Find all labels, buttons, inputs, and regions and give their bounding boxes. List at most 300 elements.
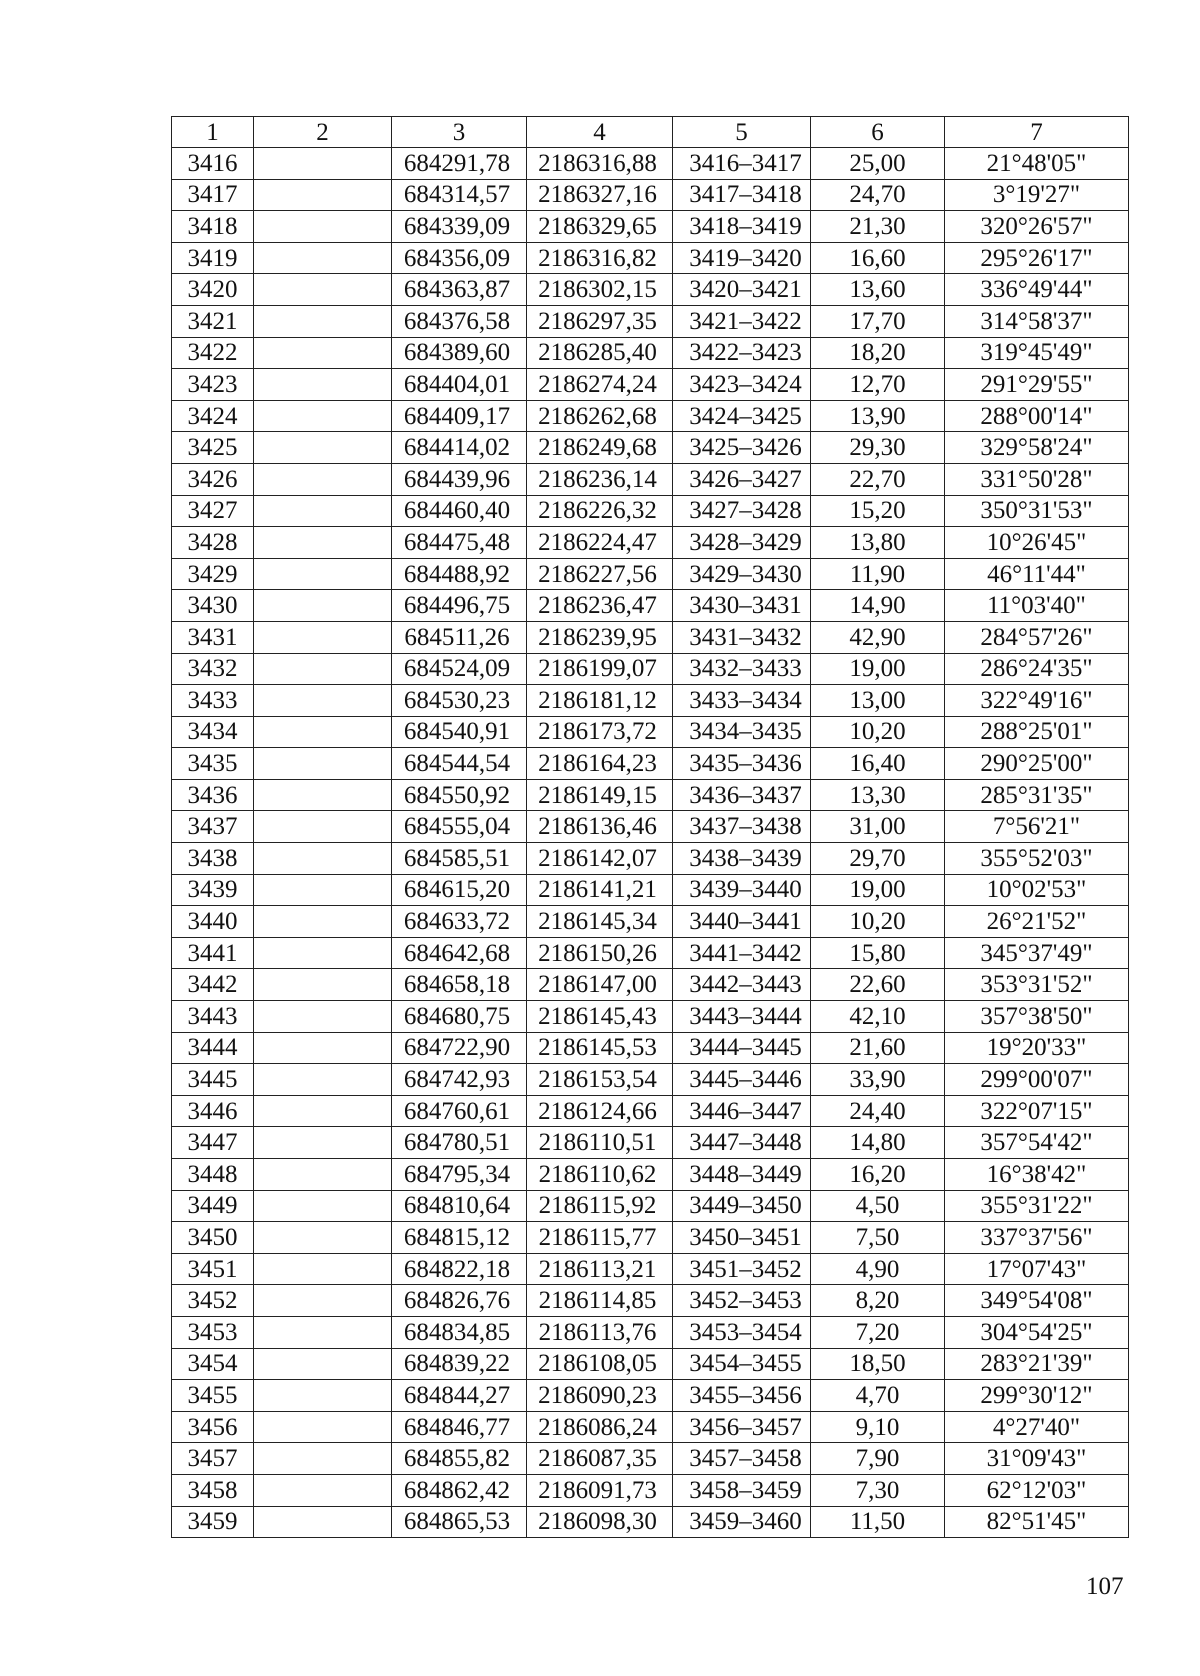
point-number-cell: 3458 — [172, 1474, 254, 1506]
x-coordinate-cell: 684585,51 — [392, 843, 527, 875]
point-number-cell: 3432 — [172, 653, 254, 685]
empty-cell — [254, 274, 392, 306]
x-coordinate-cell: 684795,34 — [392, 1159, 527, 1191]
segment-cell: 3425–3426 — [673, 432, 811, 464]
table-row — [172, 400, 1129, 432]
table-row — [172, 527, 1129, 559]
empty-cell — [254, 400, 392, 432]
bearing-cell: 291°29'55" — [945, 369, 1129, 401]
empty-cell — [254, 1064, 392, 1096]
x-coordinate-cell: 684496,75 — [392, 590, 527, 622]
segment-cell: 3420–3421 — [673, 274, 811, 306]
bearing-cell: 26°21'52" — [945, 906, 1129, 938]
bearing-cell: 283°21'39" — [945, 1348, 1129, 1380]
y-coordinate-cell: 2186108,05 — [527, 1348, 673, 1380]
length-cell: 7,30 — [811, 1474, 945, 1506]
segment-cell: 3441–3442 — [673, 937, 811, 969]
table-row — [172, 1222, 1129, 1254]
segment-cell: 3458–3459 — [673, 1474, 811, 1506]
empty-cell — [254, 1285, 392, 1317]
segment-cell: 3459–3460 — [673, 1506, 811, 1538]
table-row — [172, 779, 1129, 811]
x-coordinate-cell: 684540,91 — [392, 716, 527, 748]
segment-cell: 3453–3454 — [673, 1316, 811, 1348]
point-number-cell: 3427 — [172, 495, 254, 527]
length-cell: 7,50 — [811, 1222, 945, 1254]
length-cell: 25,00 — [811, 148, 945, 180]
segment-cell: 3421–3422 — [673, 305, 811, 337]
point-number-cell: 3451 — [172, 1253, 254, 1285]
segment-cell: 3437–3438 — [673, 811, 811, 843]
bearing-cell: 357°54'42" — [945, 1127, 1129, 1159]
bearing-cell: 284°57'26" — [945, 621, 1129, 653]
length-cell: 33,90 — [811, 1064, 945, 1096]
coordinates-table — [171, 116, 1129, 1538]
length-cell: 14,90 — [811, 590, 945, 622]
column-header: 2 — [254, 117, 392, 148]
y-coordinate-cell: 2186199,07 — [527, 653, 673, 685]
y-coordinate-cell: 2186145,43 — [527, 1001, 673, 1033]
empty-cell — [254, 369, 392, 401]
point-number-cell: 3437 — [172, 811, 254, 843]
segment-cell: 3431–3432 — [673, 621, 811, 653]
point-number-cell: 3459 — [172, 1506, 254, 1538]
length-cell: 9,10 — [811, 1411, 945, 1443]
y-coordinate-cell: 2186113,76 — [527, 1316, 673, 1348]
x-coordinate-cell: 684615,20 — [392, 874, 527, 906]
length-cell: 13,60 — [811, 274, 945, 306]
table-row — [172, 463, 1129, 495]
table-row — [172, 495, 1129, 527]
y-coordinate-cell: 2186164,23 — [527, 748, 673, 780]
column-header: 1 — [172, 117, 254, 148]
bearing-cell: 11°03'40" — [945, 590, 1129, 622]
empty-cell — [254, 1159, 392, 1191]
x-coordinate-cell: 684855,82 — [392, 1443, 527, 1475]
y-coordinate-cell: 2186086,24 — [527, 1411, 673, 1443]
segment-cell: 3436–3437 — [673, 779, 811, 811]
segment-cell: 3445–3446 — [673, 1064, 811, 1096]
bearing-cell: 331°50'28" — [945, 463, 1129, 495]
empty-cell — [254, 1474, 392, 1506]
table-row — [172, 937, 1129, 969]
x-coordinate-cell: 684658,18 — [392, 969, 527, 1001]
length-cell: 42,90 — [811, 621, 945, 653]
x-coordinate-cell: 684339,09 — [392, 211, 527, 243]
header-row — [172, 117, 1129, 148]
table-row — [172, 369, 1129, 401]
table-row — [172, 1001, 1129, 1033]
x-coordinate-cell: 684314,57 — [392, 179, 527, 211]
segment-cell: 3444–3445 — [673, 1032, 811, 1064]
empty-cell — [254, 1443, 392, 1475]
point-number-cell: 3443 — [172, 1001, 254, 1033]
segment-cell: 3454–3455 — [673, 1348, 811, 1380]
y-coordinate-cell: 2186316,88 — [527, 148, 673, 180]
x-coordinate-cell: 684544,54 — [392, 748, 527, 780]
x-coordinate-cell: 684844,27 — [392, 1380, 527, 1412]
length-cell: 10,20 — [811, 906, 945, 938]
bearing-cell: 3°19'27" — [945, 179, 1129, 211]
empty-cell — [254, 1127, 392, 1159]
bearing-cell: 322°07'15" — [945, 1095, 1129, 1127]
segment-cell: 3419–3420 — [673, 242, 811, 274]
y-coordinate-cell: 2186227,56 — [527, 558, 673, 590]
x-coordinate-cell: 684439,96 — [392, 463, 527, 495]
point-number-cell: 3418 — [172, 211, 254, 243]
empty-cell — [254, 1506, 392, 1538]
empty-cell — [254, 906, 392, 938]
column-header: 6 — [811, 117, 945, 148]
point-number-cell: 3421 — [172, 305, 254, 337]
x-coordinate-cell: 684356,09 — [392, 242, 527, 274]
point-number-cell: 3442 — [172, 969, 254, 1001]
bearing-cell: 314°58'37" — [945, 305, 1129, 337]
empty-cell — [254, 495, 392, 527]
point-number-cell: 3433 — [172, 685, 254, 717]
bearing-cell: 329°58'24" — [945, 432, 1129, 464]
column-header: 4 — [527, 117, 673, 148]
length-cell: 13,30 — [811, 779, 945, 811]
bearing-cell: 82°51'45" — [945, 1506, 1129, 1538]
bearing-cell: 322°49'16" — [945, 685, 1129, 717]
segment-cell: 3422–3423 — [673, 337, 811, 369]
segment-cell: 3423–3424 — [673, 369, 811, 401]
length-cell: 16,40 — [811, 748, 945, 780]
segment-cell: 3455–3456 — [673, 1380, 811, 1412]
point-number-cell: 3431 — [172, 621, 254, 653]
segment-cell: 3433–3434 — [673, 685, 811, 717]
empty-cell — [254, 1380, 392, 1412]
empty-cell — [254, 590, 392, 622]
table-row — [172, 558, 1129, 590]
table-row — [172, 1253, 1129, 1285]
segment-cell: 3449–3450 — [673, 1190, 811, 1222]
bearing-cell: 337°37'56" — [945, 1222, 1129, 1254]
bearing-cell: 16°38'42" — [945, 1159, 1129, 1191]
length-cell: 10,20 — [811, 716, 945, 748]
length-cell: 19,00 — [811, 874, 945, 906]
y-coordinate-cell: 2186285,40 — [527, 337, 673, 369]
point-number-cell: 3449 — [172, 1190, 254, 1222]
length-cell: 16,20 — [811, 1159, 945, 1191]
x-coordinate-cell: 684633,72 — [392, 906, 527, 938]
empty-cell — [254, 748, 392, 780]
segment-cell: 3456–3457 — [673, 1411, 811, 1443]
table-row — [172, 716, 1129, 748]
table-row — [172, 337, 1129, 369]
x-coordinate-cell: 684524,09 — [392, 653, 527, 685]
segment-cell: 3418–3419 — [673, 211, 811, 243]
x-coordinate-cell: 684555,04 — [392, 811, 527, 843]
bearing-cell: 7°56'21" — [945, 811, 1129, 843]
x-coordinate-cell: 684363,87 — [392, 274, 527, 306]
segment-cell: 3432–3433 — [673, 653, 811, 685]
y-coordinate-cell: 2186173,72 — [527, 716, 673, 748]
point-number-cell: 3417 — [172, 179, 254, 211]
bearing-cell: 62°12'03" — [945, 1474, 1129, 1506]
length-cell: 22,60 — [811, 969, 945, 1001]
bearing-cell: 345°37'49" — [945, 937, 1129, 969]
point-number-cell: 3425 — [172, 432, 254, 464]
x-coordinate-cell: 684488,92 — [392, 558, 527, 590]
y-coordinate-cell: 2186145,34 — [527, 906, 673, 938]
column-header: 7 — [945, 117, 1129, 148]
x-coordinate-cell: 684409,17 — [392, 400, 527, 432]
point-number-cell: 3439 — [172, 874, 254, 906]
x-coordinate-cell: 684839,22 — [392, 1348, 527, 1380]
length-cell: 31,00 — [811, 811, 945, 843]
point-number-cell: 3440 — [172, 906, 254, 938]
empty-cell — [254, 558, 392, 590]
point-number-cell: 3444 — [172, 1032, 254, 1064]
length-cell: 17,70 — [811, 305, 945, 337]
point-number-cell: 3428 — [172, 527, 254, 559]
point-number-cell: 3445 — [172, 1064, 254, 1096]
table-row — [172, 211, 1129, 243]
y-coordinate-cell: 2186181,12 — [527, 685, 673, 717]
y-coordinate-cell: 2186114,85 — [527, 1285, 673, 1317]
bearing-cell: 295°26'17" — [945, 242, 1129, 274]
table-row — [172, 1474, 1129, 1506]
empty-cell — [254, 653, 392, 685]
table-row — [172, 1506, 1129, 1538]
point-number-cell: 3447 — [172, 1127, 254, 1159]
length-cell: 19,00 — [811, 653, 945, 685]
length-cell: 21,30 — [811, 211, 945, 243]
empty-cell — [254, 527, 392, 559]
segment-cell: 3416–3417 — [673, 148, 811, 180]
x-coordinate-cell: 684826,76 — [392, 1285, 527, 1317]
bearing-cell: 19°20'33" — [945, 1032, 1129, 1064]
length-cell: 7,20 — [811, 1316, 945, 1348]
empty-cell — [254, 305, 392, 337]
table-row — [172, 1064, 1129, 1096]
x-coordinate-cell: 684760,61 — [392, 1095, 527, 1127]
bearing-cell: 319°45'49" — [945, 337, 1129, 369]
y-coordinate-cell: 2186239,95 — [527, 621, 673, 653]
table-row — [172, 843, 1129, 875]
bearing-cell: 336°49'44" — [945, 274, 1129, 306]
point-number-cell: 3457 — [172, 1443, 254, 1475]
x-coordinate-cell: 684389,60 — [392, 337, 527, 369]
bearing-cell: 320°26'57" — [945, 211, 1129, 243]
point-number-cell: 3448 — [172, 1159, 254, 1191]
table-row — [172, 179, 1129, 211]
empty-cell — [254, 1411, 392, 1443]
y-coordinate-cell: 2186110,62 — [527, 1159, 673, 1191]
y-coordinate-cell: 2186150,26 — [527, 937, 673, 969]
empty-cell — [254, 874, 392, 906]
table-row — [172, 148, 1129, 180]
point-number-cell: 3416 — [172, 148, 254, 180]
segment-cell: 3451–3452 — [673, 1253, 811, 1285]
table-row — [172, 590, 1129, 622]
bearing-cell: 10°02'53" — [945, 874, 1129, 906]
table-row — [172, 685, 1129, 717]
column-header: 5 — [673, 117, 811, 148]
length-cell: 24,40 — [811, 1095, 945, 1127]
segment-cell: 3426–3427 — [673, 463, 811, 495]
length-cell: 15,20 — [811, 495, 945, 527]
x-coordinate-cell: 684722,90 — [392, 1032, 527, 1064]
point-number-cell: 3441 — [172, 937, 254, 969]
segment-cell: 3446–3447 — [673, 1095, 811, 1127]
segment-cell: 3427–3428 — [673, 495, 811, 527]
length-cell: 18,50 — [811, 1348, 945, 1380]
segment-cell: 3428–3429 — [673, 527, 811, 559]
empty-cell — [254, 1253, 392, 1285]
point-number-cell: 3446 — [172, 1095, 254, 1127]
table-row — [172, 811, 1129, 843]
y-coordinate-cell: 2186316,82 — [527, 242, 673, 274]
y-coordinate-cell: 2186149,15 — [527, 779, 673, 811]
length-cell: 11,50 — [811, 1506, 945, 1538]
empty-cell — [254, 779, 392, 811]
y-coordinate-cell: 2186297,35 — [527, 305, 673, 337]
y-coordinate-cell: 2186098,30 — [527, 1506, 673, 1538]
empty-cell — [254, 242, 392, 274]
point-number-cell: 3456 — [172, 1411, 254, 1443]
y-coordinate-cell: 2186091,73 — [527, 1474, 673, 1506]
empty-cell — [254, 148, 392, 180]
table-row — [172, 305, 1129, 337]
bearing-cell: 31°09'43" — [945, 1443, 1129, 1475]
point-number-cell: 3452 — [172, 1285, 254, 1317]
empty-cell — [254, 1222, 392, 1254]
x-coordinate-cell: 684530,23 — [392, 685, 527, 717]
table-row — [172, 1127, 1129, 1159]
table-body — [172, 148, 1129, 1538]
bearing-cell: 355°31'22" — [945, 1190, 1129, 1222]
segment-cell: 3447–3448 — [673, 1127, 811, 1159]
y-coordinate-cell: 2186329,65 — [527, 211, 673, 243]
segment-cell: 3442–3443 — [673, 969, 811, 1001]
length-cell: 15,80 — [811, 937, 945, 969]
table-row — [172, 1380, 1129, 1412]
length-cell: 8,20 — [811, 1285, 945, 1317]
point-number-cell: 3423 — [172, 369, 254, 401]
x-coordinate-cell: 684742,93 — [392, 1064, 527, 1096]
y-coordinate-cell: 2186262,68 — [527, 400, 673, 432]
length-cell: 21,60 — [811, 1032, 945, 1064]
y-coordinate-cell: 2186145,53 — [527, 1032, 673, 1064]
y-coordinate-cell: 2186153,54 — [527, 1064, 673, 1096]
length-cell: 29,70 — [811, 843, 945, 875]
y-coordinate-cell: 2186224,47 — [527, 527, 673, 559]
segment-cell: 3430–3431 — [673, 590, 811, 622]
x-coordinate-cell: 684642,68 — [392, 937, 527, 969]
table-row — [172, 274, 1129, 306]
empty-cell — [254, 432, 392, 464]
y-coordinate-cell: 2186302,15 — [527, 274, 673, 306]
empty-cell — [254, 1095, 392, 1127]
segment-cell: 3452–3453 — [673, 1285, 811, 1317]
point-number-cell: 3434 — [172, 716, 254, 748]
x-coordinate-cell: 684291,78 — [392, 148, 527, 180]
segment-cell: 3450–3451 — [673, 1222, 811, 1254]
segment-cell: 3443–3444 — [673, 1001, 811, 1033]
segment-cell: 3457–3458 — [673, 1443, 811, 1475]
table-row — [172, 621, 1129, 653]
y-coordinate-cell: 2186136,46 — [527, 811, 673, 843]
x-coordinate-cell: 684834,85 — [392, 1316, 527, 1348]
table-row — [172, 906, 1129, 938]
length-cell: 4,50 — [811, 1190, 945, 1222]
page-number: 107 — [1086, 1573, 1124, 1600]
segment-cell: 3429–3430 — [673, 558, 811, 590]
y-coordinate-cell: 2186110,51 — [527, 1127, 673, 1159]
point-number-cell: 3422 — [172, 337, 254, 369]
x-coordinate-cell: 684865,53 — [392, 1506, 527, 1538]
point-number-cell: 3455 — [172, 1380, 254, 1412]
y-coordinate-cell: 2186124,66 — [527, 1095, 673, 1127]
length-cell: 18,20 — [811, 337, 945, 369]
table-row — [172, 1285, 1129, 1317]
bearing-cell: 4°27'40" — [945, 1411, 1129, 1443]
bearing-cell: 288°00'14" — [945, 400, 1129, 432]
y-coordinate-cell: 2186115,92 — [527, 1190, 673, 1222]
table-row — [172, 748, 1129, 780]
table-row — [172, 1348, 1129, 1380]
bearing-cell: 304°54'25" — [945, 1316, 1129, 1348]
x-coordinate-cell: 684460,40 — [392, 495, 527, 527]
empty-cell — [254, 1190, 392, 1222]
x-coordinate-cell: 684404,01 — [392, 369, 527, 401]
y-coordinate-cell: 2186090,23 — [527, 1380, 673, 1412]
table-row — [172, 1411, 1129, 1443]
length-cell: 13,80 — [811, 527, 945, 559]
bearing-cell: 286°24'35" — [945, 653, 1129, 685]
y-coordinate-cell: 2186141,21 — [527, 874, 673, 906]
point-number-cell: 3429 — [172, 558, 254, 590]
y-coordinate-cell: 2186236,14 — [527, 463, 673, 495]
x-coordinate-cell: 684862,42 — [392, 1474, 527, 1506]
table-row — [172, 1316, 1129, 1348]
x-coordinate-cell: 684414,02 — [392, 432, 527, 464]
length-cell: 4,70 — [811, 1380, 945, 1412]
segment-cell: 3440–3441 — [673, 906, 811, 938]
segment-cell: 3438–3439 — [673, 843, 811, 875]
empty-cell — [254, 1316, 392, 1348]
length-cell: 24,70 — [811, 179, 945, 211]
y-coordinate-cell: 2186115,77 — [527, 1222, 673, 1254]
table-row — [172, 1032, 1129, 1064]
bearing-cell: 17°07'43" — [945, 1253, 1129, 1285]
empty-cell — [254, 1032, 392, 1064]
segment-cell: 3435–3436 — [673, 748, 811, 780]
length-cell: 42,10 — [811, 1001, 945, 1033]
empty-cell — [254, 463, 392, 495]
segment-cell: 3439–3440 — [673, 874, 811, 906]
column-header: 3 — [392, 117, 527, 148]
empty-cell — [254, 716, 392, 748]
point-number-cell: 3436 — [172, 779, 254, 811]
table-row — [172, 969, 1129, 1001]
table-row — [172, 242, 1129, 274]
empty-cell — [254, 937, 392, 969]
segment-cell: 3417–3418 — [673, 179, 811, 211]
y-coordinate-cell: 2186113,21 — [527, 1253, 673, 1285]
y-coordinate-cell: 2186226,32 — [527, 495, 673, 527]
point-number-cell: 3420 — [172, 274, 254, 306]
table-row — [172, 1159, 1129, 1191]
length-cell: 13,90 — [811, 400, 945, 432]
empty-cell — [254, 685, 392, 717]
y-coordinate-cell: 2186087,35 — [527, 1443, 673, 1475]
length-cell: 7,90 — [811, 1443, 945, 1475]
x-coordinate-cell: 684815,12 — [392, 1222, 527, 1254]
